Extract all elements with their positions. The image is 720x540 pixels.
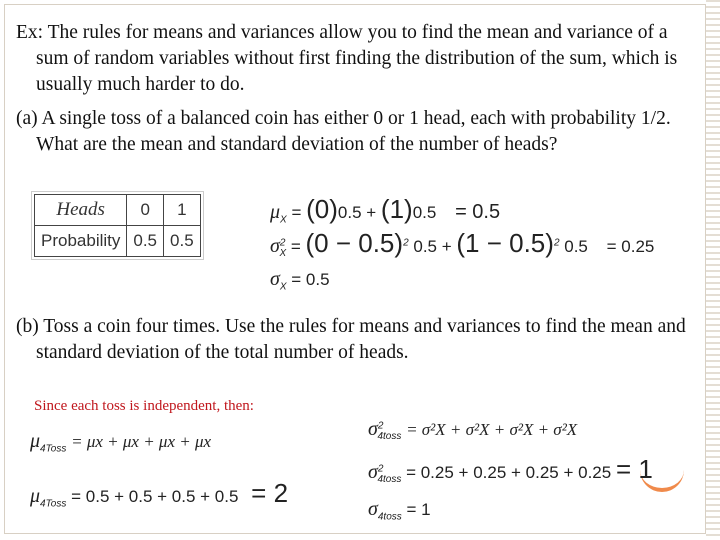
sigma-superscript: 2 <box>279 237 286 249</box>
mu-subscript: 4Toss <box>40 443 67 455</box>
table-cell: Heads <box>35 195 127 226</box>
variance-equation: $\sigma^2_X = (0 - 0.5)^2$ $0.5 + (1 - 0.5)^2$ 0.5 = 0.25 <box>270 228 655 260</box>
mean-equation <box>270 194 500 225</box>
mu-symbol: μ <box>270 201 281 223</box>
variance4-def-rhs: = σ²X + σ²X + σ²X + σ²X <box>406 420 578 439</box>
table-cell: 0.5 <box>127 226 164 257</box>
variance-end: 0.5 <box>564 237 588 256</box>
sd-result: = 0.5 <box>291 270 330 289</box>
mu-symbol: μ <box>30 485 41 507</box>
variance4-result: = 1 <box>615 454 653 484</box>
part-b-question: (b) Toss a coin four times. Use the rules for means and variances to find the mean and standard deviation of the total number of heads. <box>16 316 686 363</box>
mean-term-1: (1) <box>380 194 413 224</box>
mu-symbol: μ <box>30 430 41 452</box>
part-a-question: (a) A single toss of a balanced coin has either 0 or 1 head, each with probability 1/2. What are the mean and standard deviation of the number of heads? <box>16 108 671 155</box>
sigma-subscript: 4toss <box>377 474 402 486</box>
intro-paragraph: Ex: The rules for means and variances allow you to find the mean and variance of a sum of random variables without first finding the distribution of the sum, which is usually much harder to do. <box>16 22 678 95</box>
table-cell: 0 <box>127 195 164 226</box>
table-row <box>35 195 201 226</box>
variance-term-1: (0 − 0.5) <box>305 228 404 258</box>
sd4-result: = 1 <box>406 500 431 519</box>
equals-sign: = <box>290 237 306 256</box>
independence-note: Since each toss is independent, then: <box>34 398 254 414</box>
sigma-symbol: σ <box>368 498 378 520</box>
sigma-subscript: 4toss <box>377 511 402 523</box>
mu-subscript: 4Toss <box>40 498 67 510</box>
sigma-symbol: σ <box>368 418 378 440</box>
variance4-definition <box>368 418 577 442</box>
mean-term-prob-2: 0.5 <box>412 203 437 222</box>
mu-subscript: X <box>280 214 287 226</box>
distribution-table <box>34 194 201 257</box>
sd4-equation <box>368 498 431 522</box>
table-cell: 1 <box>164 195 201 226</box>
variance-result: = 0.25 <box>606 237 655 256</box>
variance4-value <box>368 454 653 485</box>
mean4-definition <box>30 430 211 454</box>
mean4-result: = 2 <box>251 478 289 508</box>
table-cell: Probability <box>35 226 127 257</box>
variance4-sum: = 0.25 + 0.25 + 0.25 + 0.25 <box>406 463 612 482</box>
sd-equation <box>270 268 330 292</box>
sigma-symbol: σ <box>270 235 280 257</box>
equals-sign: = <box>291 203 307 222</box>
table-row <box>35 226 201 257</box>
table-cell: 0.5 <box>164 226 201 257</box>
mean-result: = 0.5 <box>455 201 501 223</box>
sigma-subscript: X <box>279 248 287 260</box>
sigma-symbol: σ <box>368 461 378 483</box>
sigma-superscript: 2 <box>377 420 384 432</box>
decorative-stripe <box>706 0 720 540</box>
sigma-subscript: 4toss <box>377 431 402 443</box>
sigma-symbol: σ <box>270 268 280 290</box>
mean-term-prob: 0.5 + <box>337 203 381 222</box>
sigma-superscript: 2 <box>377 463 384 475</box>
variance-mid: 0.5 + <box>413 237 457 256</box>
mean4-def-rhs: = μx + μx + μx + μx <box>71 432 212 451</box>
mean-term-0: (0) <box>306 194 338 224</box>
variance-term-2: (1 − 0.5) <box>456 228 554 258</box>
mean4-value <box>30 478 288 509</box>
sigma-subscript: X <box>279 281 287 293</box>
mean4-sum: = 0.5 + 0.5 + 0.5 + 0.5 <box>71 487 239 506</box>
